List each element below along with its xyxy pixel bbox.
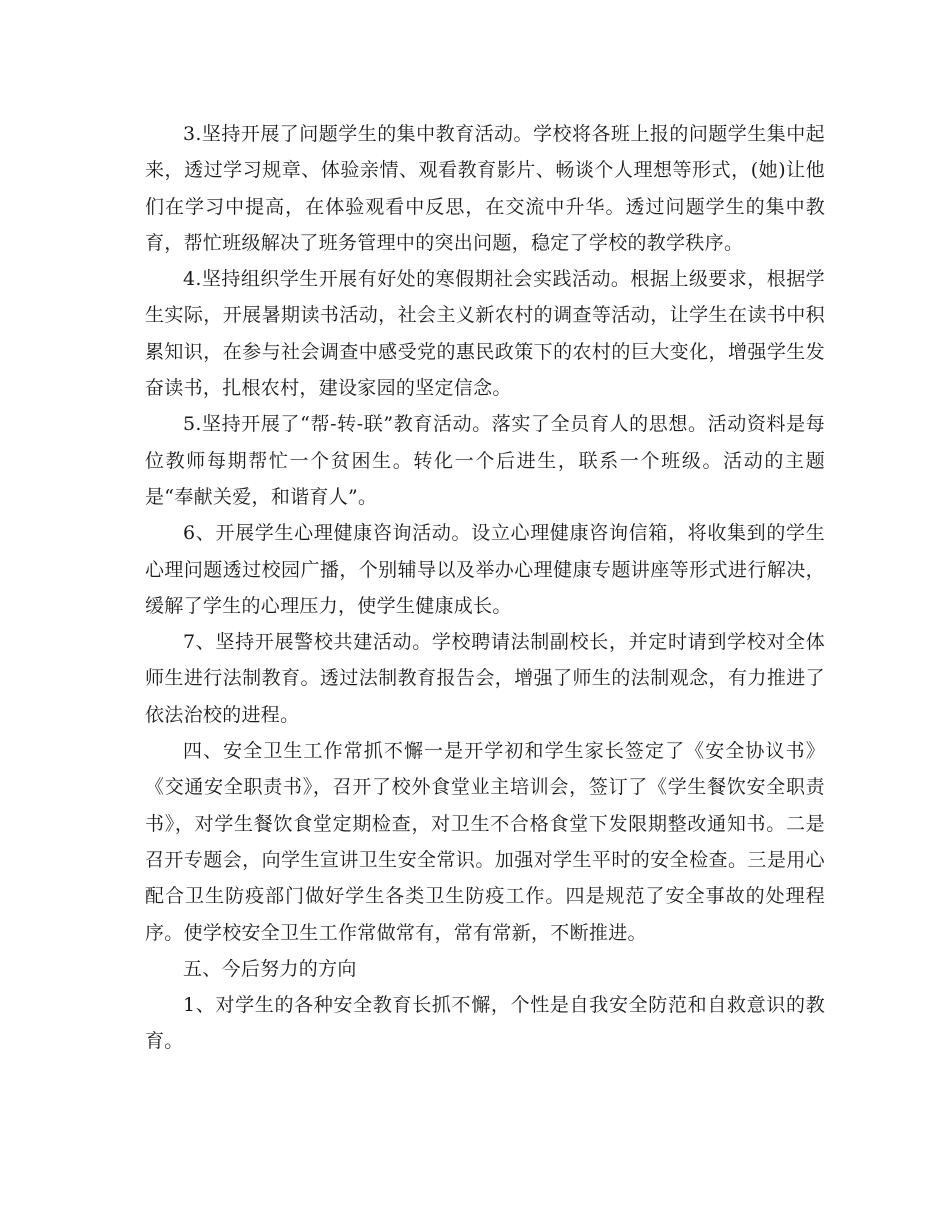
paragraph-help-transform-link: 5.坚持开展了“帮-转-联”教育活动。落实了全员育人的思想。活动资料是每位教师每期帮忙一个贫困生。转化一个后进生，联系一个班级。活动的主题是“奉献关爱，和谐育人”。: [145, 413, 825, 508]
paragraph-social-practice: 4.坚持组织学生开展有好处的寒假期社会实践活动。根据上级要求，根据学生实际，开展暑期读书活动，社会主义新农村的调查等活动，让学生在读书中积累知识，在参与社会调查中感受党的惠民政策下的农村的巨大变化，增强学生发奋读书，扎根农村，建设家园的坚定信念。: [145, 268, 825, 400]
paragraph-mental-health: 6、开展学生心理健康咨询活动。设立心理健康咨询信箱，将收集到的学生心理问题透过校园广播，个别辅导以及举办心理健康专题讲座等形式进行解决，缓解了学生的心理压力，使学生健康成长。: [145, 522, 825, 617]
paragraph-safety-education: 1、对学生的各种安全教育长抓不懈，个性是自我安全防范和自救意识的教育。: [145, 994, 825, 1053]
paragraph-safety-hygiene: 四、安全卫生工作常抓不懈一是开学初和学生家长签定了《安全协议书》《交通安全职责书》，召开了校外食堂业主培训会，签订了《学生餐饮安全职责书》，对学生餐饮食堂定期检查，对卫生不合格食堂下发限期整改通知书。二是召开专题会，向学生宣讲卫生安全常识。加强对学生平时的安全检查。三是用心配合卫生防疫部门做好学生各类卫生防疫工作。四是规范了安全事故的处理程序。使学校安全卫生工作常做常有，常有常新，不断推进。: [145, 740, 825, 944]
paragraph-problem-student-education: 3.坚持开展了问题学生的集中教育活动。学校将各班上报的问题学生集中起来，透过学习规章、体验亲情、观看教育影片、畅谈个人理想等形式，(她)让他们在学习中提高，在体验观看中反思，在交流中升华。透过问题学生的集中教育，帮忙班级解决了班务管理中的突出问题，稳定了学校的教学秩序。: [145, 123, 825, 254]
section-heading-future-direction: 五、今后努力的方向: [183, 957, 357, 980]
document-body: [145, 116, 825, 1060]
paragraph-police-school: 7、坚持开展警校共建活动。学校聘请法制副校长，并定时请到学校对全体师生进行法制教育。透过法制教育报告会，增强了师生的法制观念，有力推进了依法治校的进程。: [145, 631, 825, 726]
